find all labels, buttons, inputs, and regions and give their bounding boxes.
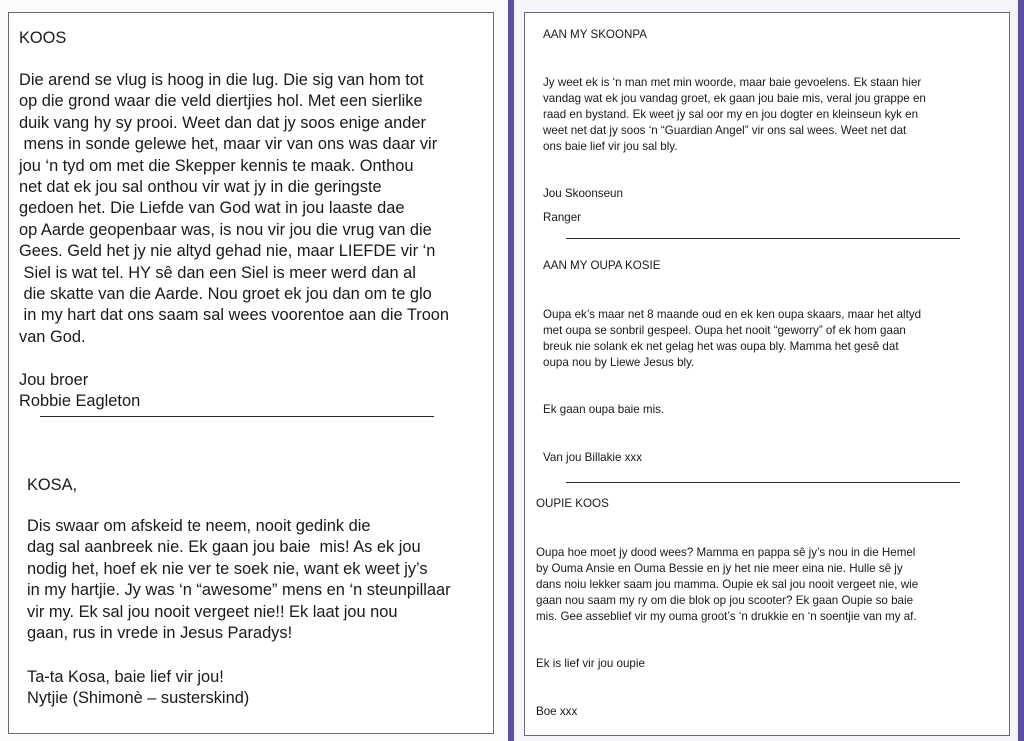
skoonpa-line: raad en bystand. Ek weet jy sal oor my en jou dogter en kleinseun kyk en [543,108,919,121]
kosa-line: dag sal aanbreek nie. Ek gaan jou baie mis! As ek jou [27,538,421,557]
koos-tribute [19,70,449,348]
koos-line: op Aarde geopenbaar was, is nou vir jou die vrug van die [19,220,432,239]
skoonpa-sign-name: Ranger [543,211,582,224]
koos-sign-closing: Jou broer [19,371,89,389]
kosa-tribute [27,516,451,644]
koos-line: van God. [19,327,86,346]
koos-line: net dat ek jou sal onthou vir wat jy in die geringste [19,178,382,197]
oupie-koos-line: dans noiu lekker saam jou mamma. Oupie ek sal jou nooit vergeet nie, wie [536,578,919,591]
oupie-koos-line: mis. Gee asseblief vir my ouma groot’s ‘n drukkie en ‘n soentjie van my af. [536,610,917,623]
koos-line: in my hart dat ons saam sal wees voorentoe aan die Troon [19,306,450,325]
oupie-koos-love: Ek is lief vir jou oupie [536,657,645,670]
oupa-kosie-divider [566,482,960,483]
kosa-line: nodig het, hoef ek nie ver te soek nie, want ek weet jy’s [27,559,428,578]
oupie-koos-title: OUPIE KOOS [536,497,609,510]
oupie-koos-line: Oupa hoe moet jy dood wees? Mamma en pappa sê jy’s nou in die Hemel [536,546,916,559]
skoonpa-line: vandag wat ek jou vandag groet, ek gaan jou baie mis, veral jou grappe en [543,92,926,105]
koos-line: gedoen het. Die Liefde van God wat in jou laaste dae [19,199,405,218]
koos-line: Die arend se vlug is hoog in die lug. Die sig van hom tot [19,71,424,89]
skoonpa-line: ons baie lief vir jou sal bly. [543,140,678,153]
oupa-kosie-line: Oupa ek’s maar net 8 maande oud en ek ken oupa skaars, maar het altyd [543,308,922,321]
kosa-title: KOSA, [27,476,78,494]
koos-line: duik vang hy sy prooi. Weet dan dat jy soos enige ander [19,113,426,132]
oupa-kosie-title: AAN MY OUPA KOSIE [543,259,661,272]
koos-line: op die grond waar die veld diertjies hol. Met een sierlike [19,92,423,111]
kosa-line: Dis swaar om afskeid te neem, nooit gedink die [27,517,371,535]
skoonpa-sign-closing: Jou Skoonseun [543,187,623,200]
koos-line: Gees. Geld het jy nie altyd gehad nie, maar LIEFDE vir ‘n [19,242,436,261]
oupa-kosie-line: met oupa se sonbril gespeel. Oupa het nooit “geworry” of ek hom gaan [543,324,906,337]
oupie-koos-line: gaan nou saam my ry om die blok op jou scooter? Ek gaan Oupie so baie [536,594,914,607]
right-page-edge [1018,0,1024,741]
oupie-koos-tribute [536,545,918,625]
kosa-sign-name: Nytjie (Shimonè – susterskind) [27,689,250,707]
koos-divider [40,416,434,417]
skoonpa-tribute [543,75,926,155]
skoonpa-line: Jy weet ek is ‘n man met min woorde, maar baie gevoelens. Ek staan hier [543,76,922,89]
kosa-line: gaan, rus in vrede in Jesus Paradys! [27,624,293,643]
oupa-kosie-line: oupa nou by Liewe Jesus bly. [543,356,695,369]
kosa-sign-closing: Ta-ta Kosa, baie lief vir jou! [27,668,224,686]
koos-line: jou ‘n tyd om met die Skepper kennis te maak. Onthou [19,156,414,175]
oupa-kosie-miss: Ek gaan oupa baie mis. [543,403,665,416]
koos-line: die skatte van die Aarde. Nou groet ek jou dan om te glo [19,285,432,304]
koos-line: mens in sonde gelewe het, maar vir van ons was daar vir [19,135,438,154]
oupie-koos-line: by Ouma Ansie en Ouma Bessie en jy het nie meer eina nie. Hulle sê jy [536,562,903,575]
koos-sign-name: Robbie Eagleton [19,392,141,410]
koos-title: KOOS [19,29,67,47]
oupa-kosie-sign: Van jou Billakie xxx [543,451,643,464]
koos-line: Siel is wat tel. HY sê dan een Siel is meer werd dan al [19,263,416,282]
oupa-kosie-line: breuk nie solank ek net gelag het was oupa bly. Mamma het gesê dat [543,340,899,353]
skoonpa-divider [566,238,960,239]
kosa-line: vir my. Ek sal jou nooit vergeet nie!! Ek laat jou nou [27,602,398,621]
left-page-edge [508,0,514,741]
kosa-line: in my hartjie. Jy was ‘n “awesome” mens en ‘n steunpillaar [27,581,451,600]
skoonpa-title: AAN MY SKOONPA [543,28,647,41]
oupie-koos-sign: Boe xxx [536,705,578,718]
oupa-kosie-tribute [543,307,921,371]
skoonpa-line: weet net dat jy soos ‘n “Guardian Angel” vir ons sal wees. Weet net dat [543,124,907,137]
